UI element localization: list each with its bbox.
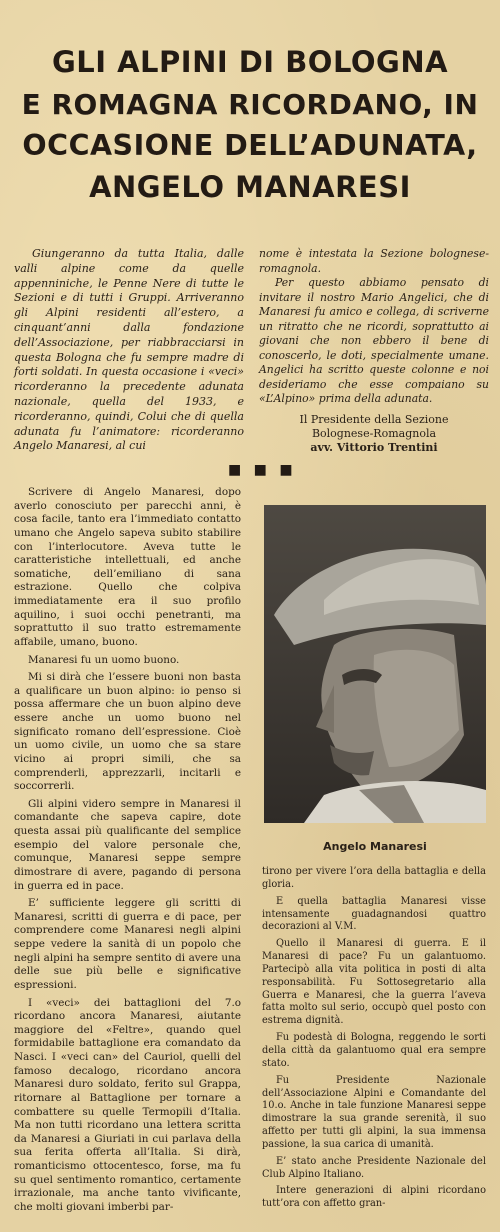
article-paragraph: Quello il Manaresi di guerra. E il Manaresi di pace? Fu un galantuomo. Partecipò alla vita politica in posti di alta responsabilità. Fu Sottosegretario alla Guerra e Manaresi, che la guerra l’aveva fatta molto sul serio, occupò quel posto con estrema dignità. (262, 938, 486, 1027)
intro-left-column (14, 247, 244, 454)
portrait-photo (264, 505, 486, 823)
article-paragraph: E’ stato anche Presidente Nazionale del Club Alpino Italiano. (262, 1155, 486, 1180)
headline-line-2: E ROMAGNA RICORDANO, IN (21, 87, 479, 121)
signature-section: Bolognese-Romagnola (311, 426, 437, 440)
headline-line-4: ANGELO MANARESI (89, 169, 411, 204)
intro-right-column (259, 247, 489, 455)
article-paragraph: Gli alpini videro sempre in Manaresi il comandante che sapeva capire, dote questa assai più qualificante del semplice esempio del valore personale che, comunque, Manaresi seppe sempre dimostrare di avere, pagando di persona in guerra ed in pace. (14, 797, 241, 892)
article-right-column (262, 866, 486, 1215)
article-paragraph: E’ sufficiente leggere gli scritti di Manaresi, scritti di guerra e di pace, per comprendere come Manaresi negli alpini seppe vedere la sanità di un popolo che negli alpini ha sempre sentito di avere una delle sue più belle e significative espressioni. (14, 897, 241, 991)
photo-caption: Angelo Manaresi (323, 840, 427, 853)
article-paragraph-continued: tirono per vivere l’ora della battaglia e della gloria. (262, 866, 486, 890)
article-paragraph: Fu podestà di Bologna, reggendo le sorti della città da galantuomo qual era sempre stato. (262, 1032, 486, 1069)
article-paragraph: Intere generazioni di alpini ricordano tutt’ora con affetto gran- (262, 1185, 486, 1210)
article-paragraph: Fu Presidente Nazionale dell’Associazione Alpini e Comandante del 10.o. Anche in tale funzione Manaresi seppe dimostrare la sua grande serenità, il suo affetto per tutti gli alpini, la sua immensa passione, la sua carica di umanità. (262, 1074, 486, 1150)
intro-paragraph: Per questo abbiamo pensato di invitare il nostro Mario Angelici, che di Manaresi fu amico e collega, di scriverne un ritratto che ne ricordi, soprattutto ai giovani che non ebbero il bene di conoscerlo, le doti, specialmente umane. Angelici ha scritto queste colonne e noi desideriamo che esse compaiano su «L’Alpino» prima della adunata. (259, 276, 489, 406)
headline-line-3: OCCASIONE DELL’ADUNATA, (22, 129, 478, 162)
section-separator: ■ ■ ■ (228, 462, 297, 478)
signature-name: avv. Vittorio Trentini (310, 440, 438, 454)
article-paragraph: Scrivere di Angelo Manaresi, dopo averlo conosciuto per parecchi anni, è cosa facile, tanto era l’immediato contatto umano che Angelo sapeva subito stabilire con l’interlocutore. Aveva tutte le caratteristiche intellettuali, ed anche somatiche, dell’emiliano di sana estrazione. Quello che colpiva immediatamente era il suo profilo aquilino, i suoi occhi penetranti, ma soprattutto il suo tratto estremamente affabile, umano, buono. (14, 486, 241, 648)
article-paragraph: E quella battaglia Manaresi visse intensamente guadagnandosi quattro decorazioni al V.M. (262, 895, 486, 933)
intro-paragraph: Giungeranno da tutta Italia, dalle valli alpine come da quelle appenniniche, le Penne Nere di tutte le Sezioni e di tutti i Gruppi. Arriveranno gli Alpini residenti all’estero, a cinquant’anni dalla fondazione dell’Associazione, per riabbracciarsi in questa Bologna che fu sempre madre di forti soldati. In questa occasione i «veci» ricorderanno la precedente adunata nazionale, quella del 1933, e ricorderanno, quindi, Colui che di quella adunata fu l’animatore: ricorderanno Angelo Manaresi, al cui (14, 247, 244, 453)
intro-paragraph-continued: nome è intestata la Sezione bolognese-romagnola. (259, 247, 489, 275)
article-paragraph: I «veci» dei battaglioni del 7.o ricordano ancora Manaresi, aiutante maggiore del «Feltre», quando quel formidabile battaglione era comandato da Nasci. I «veci can» del Cauriol, quelli del famoso decalogo, ricordano ancora Manaresi duro soldato, ferito sul Grappa, ritornare al Battaglione per tornare a combattere su quelle Termopili d’Italia. Ma non tutti ricordano una lettera scritta da Manaresi a Giuriati in cui parlava della sua ferita offerta all’Italia. Si dirà, romanticismo ottocentesco, forse, ma fu su quel sentimento romantico, certamente irrazionale, ma anche tanto vivificante, che molti giovani imberbi par- (14, 996, 241, 1213)
article-paragraph: Mi si dirà che l’essere buoni non basta a qualificare un buon alpino: io penso si possa affermare che un buon alpino deve essere anche un uomo buono nel significato romano dell’espressione. Cioè un uomo civile, un uomo che sa stare vicino ai propri simili, che sa comprenderli, apprezzarli, incitarli e soccorrerli. (14, 671, 241, 793)
article-left-column (14, 486, 241, 1219)
headline (20, 42, 480, 208)
article-paragraph: Manaresi fu un uomo buono. (28, 653, 180, 666)
signature-block (259, 413, 489, 455)
signature-role: Il Presidente della Sezione (299, 412, 449, 426)
headline-line-1: GLI ALPINI DI BOLOGNA (51, 45, 449, 79)
portrait-image (264, 505, 486, 823)
